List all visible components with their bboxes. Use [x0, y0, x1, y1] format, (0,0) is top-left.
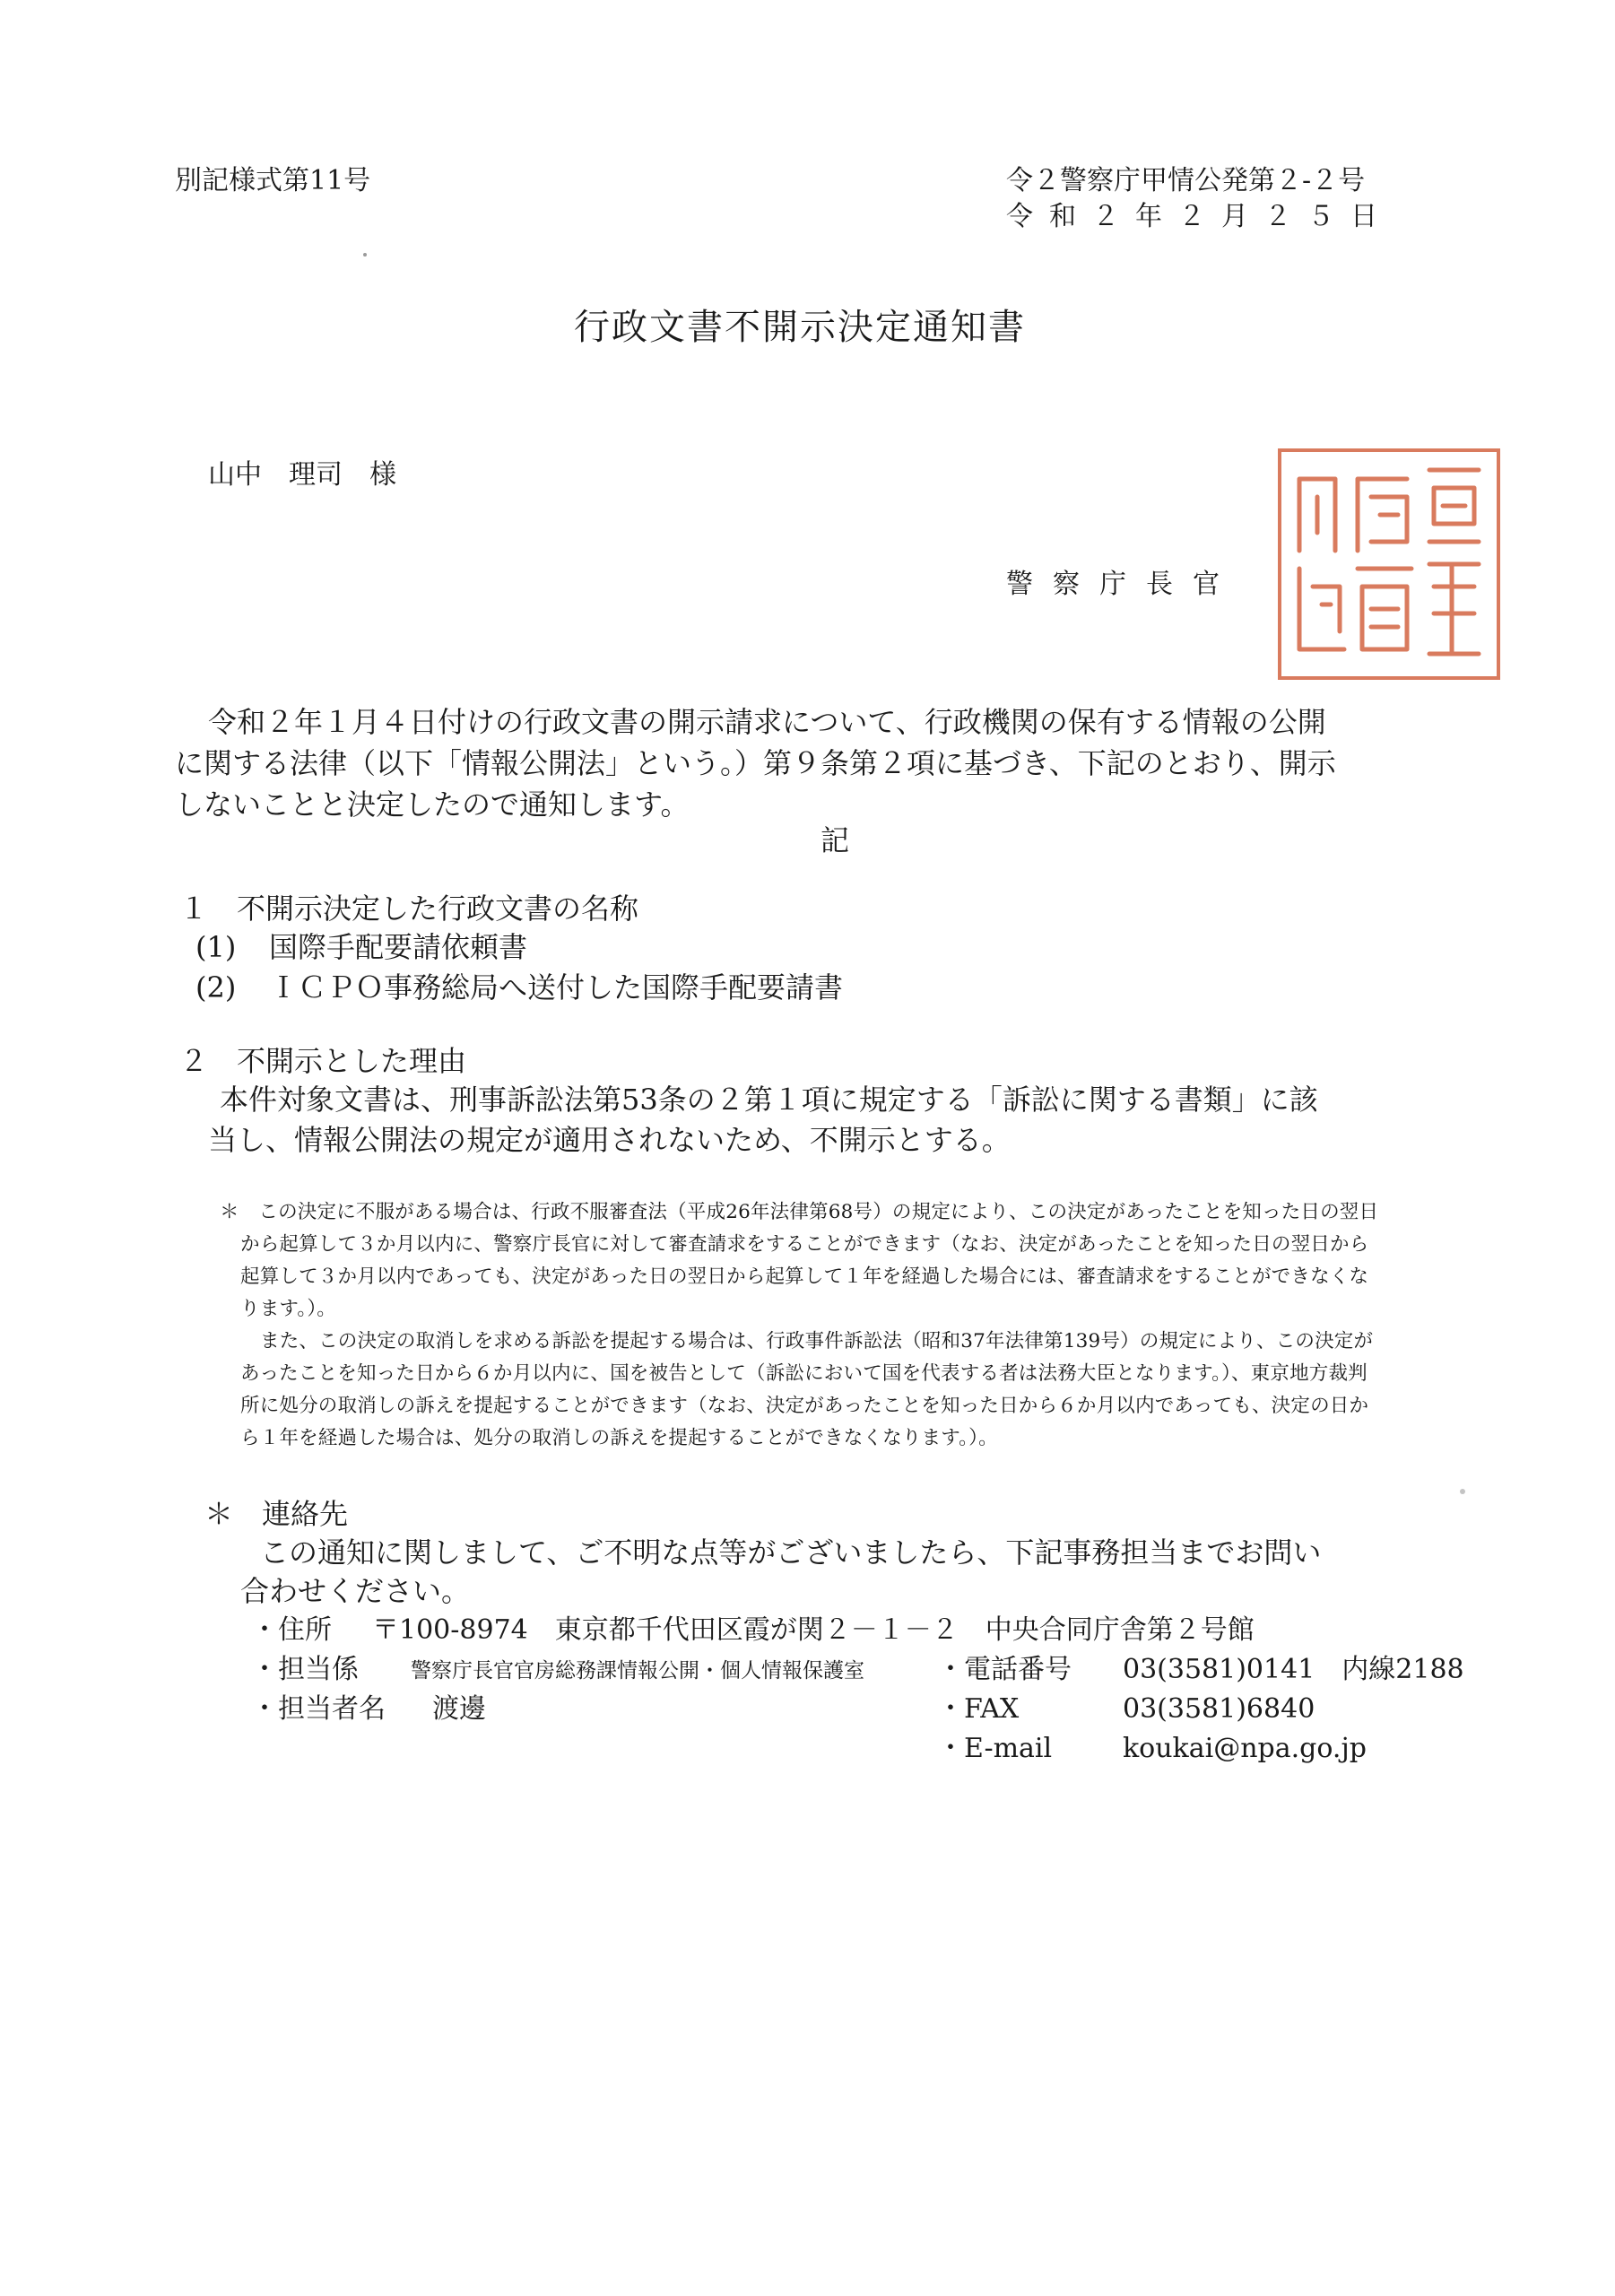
- notice-line-4: ります。）。: [240, 1298, 336, 1320]
- email-label: ・E-mail: [937, 1733, 1053, 1764]
- notice-line-3: 起算して３か月以内であっても、決定があった日の翌日から起算して１年を経過した場合には、審査請求をすることができなくな: [240, 1265, 1369, 1288]
- notice-line-7: 所に処分の取消しの訴えを提起することができます（なお、決定があったことを知った日から６か月以内であっても、決定の日か: [240, 1395, 1369, 1417]
- scan-speck: [363, 253, 367, 257]
- person-label: ・担当者名: [251, 1693, 386, 1725]
- fax-label: ・FAX: [937, 1693, 1020, 1725]
- body-line-3: しないことと決定したので通知します。: [175, 787, 690, 822]
- notice-line-1: ＊ この決定に不服がある場合は、行政不服審査法（平成26年法律第68号）の規定により、この決定があったことを知った日の翌日: [220, 1201, 1379, 1223]
- section1-item2-text: ＩＣＰＯ事務総局へ送付した国際手配要請書: [269, 970, 844, 1004]
- contact-line-1: この通知に関しまして、ご不明な点等がございましたら、下記事務担当までお問い: [260, 1535, 1322, 1570]
- document-date: 令和２年２月２５日: [1006, 201, 1394, 232]
- address-value: 〒100-8974 東京都千代田区霞が関２－１－２ 中央合同庁舎第２号館: [372, 1614, 1255, 1646]
- notice-line-6: あったことを知った日から６か月以内に、国を被告として（訴訟において国を代表する者は法務大臣となります。）、東京地方裁判: [240, 1362, 1368, 1385]
- section2-line-2: 当し、情報公開法の規定が適用されないため、不開示とする。: [208, 1123, 1011, 1157]
- section1-item1-num: (1): [195, 930, 237, 964]
- seal-icon: [1281, 452, 1497, 676]
- email-value: koukai@npa.go.jp: [1123, 1733, 1367, 1764]
- section2-heading: ２ 不開示とした理由: [179, 1044, 467, 1078]
- tel-label: ・電話番号: [937, 1654, 1072, 1685]
- section2-line-1: 本件対象文書は、刑事訴訟法第53条の２第１項に規定する「訴訟に関する書類」に該: [220, 1083, 1318, 1117]
- section1-item1-text: 国際手配要請依頼書: [269, 930, 528, 964]
- address-label: ・住所: [251, 1614, 332, 1646]
- section-value: 警察庁長官官房総務課情報公開・個人情報保護室: [411, 1659, 864, 1683]
- body-line-1: 令和２年１月４日付けの行政文書の開示請求について、行政機関の保有する情報の公開: [208, 705, 1326, 739]
- section1-item2-num: (2): [195, 970, 237, 1004]
- section-label: ・担当係: [251, 1654, 359, 1685]
- notice-line-8: ら１年を経過した場合は、処分の取消しの訴えを提起することができなくなります。）。: [240, 1427, 998, 1449]
- document-title: 行政文書不開示決定通知書: [574, 307, 1026, 348]
- ki-mark: 記: [821, 823, 850, 857]
- fax-value: 03(3581)6840: [1123, 1693, 1315, 1725]
- notice-line-5: また、この決定の取消しを求める訴訟を提起する場合は、行政事件訴訟法（昭和37年法律第139号）の規定により、この決定が: [260, 1330, 1374, 1352]
- form-number: 別記様式第11号: [175, 165, 371, 196]
- body-line-2: に関する法律（以下「情報公開法」という。）第９条第２項に基づき、下記のとおり、開示: [175, 746, 1336, 780]
- official-seal: [1278, 448, 1500, 680]
- contact-line-2: 合わせください。: [240, 1574, 471, 1608]
- notice-line-2: から起算して３か月以内に、警察庁長官に対して審査請求をすることができます（なお、決定があったことを知った日の翌日から: [240, 1233, 1369, 1256]
- recipient-name: 山中 理司 様: [208, 459, 396, 491]
- scan-speck: [1460, 1489, 1465, 1494]
- contact-heading: ＊ 連絡先: [204, 1497, 349, 1531]
- sender-name: 警察庁長官: [1006, 569, 1239, 600]
- person-value: 渡邊: [432, 1693, 486, 1725]
- section1-heading: １ 不開示決定した行政文書の名称: [179, 891, 639, 926]
- tel-value: 03(3581)0141 内線2188: [1123, 1654, 1464, 1685]
- document-number: 令２警察庁甲情公発第２-２号: [1006, 165, 1366, 196]
